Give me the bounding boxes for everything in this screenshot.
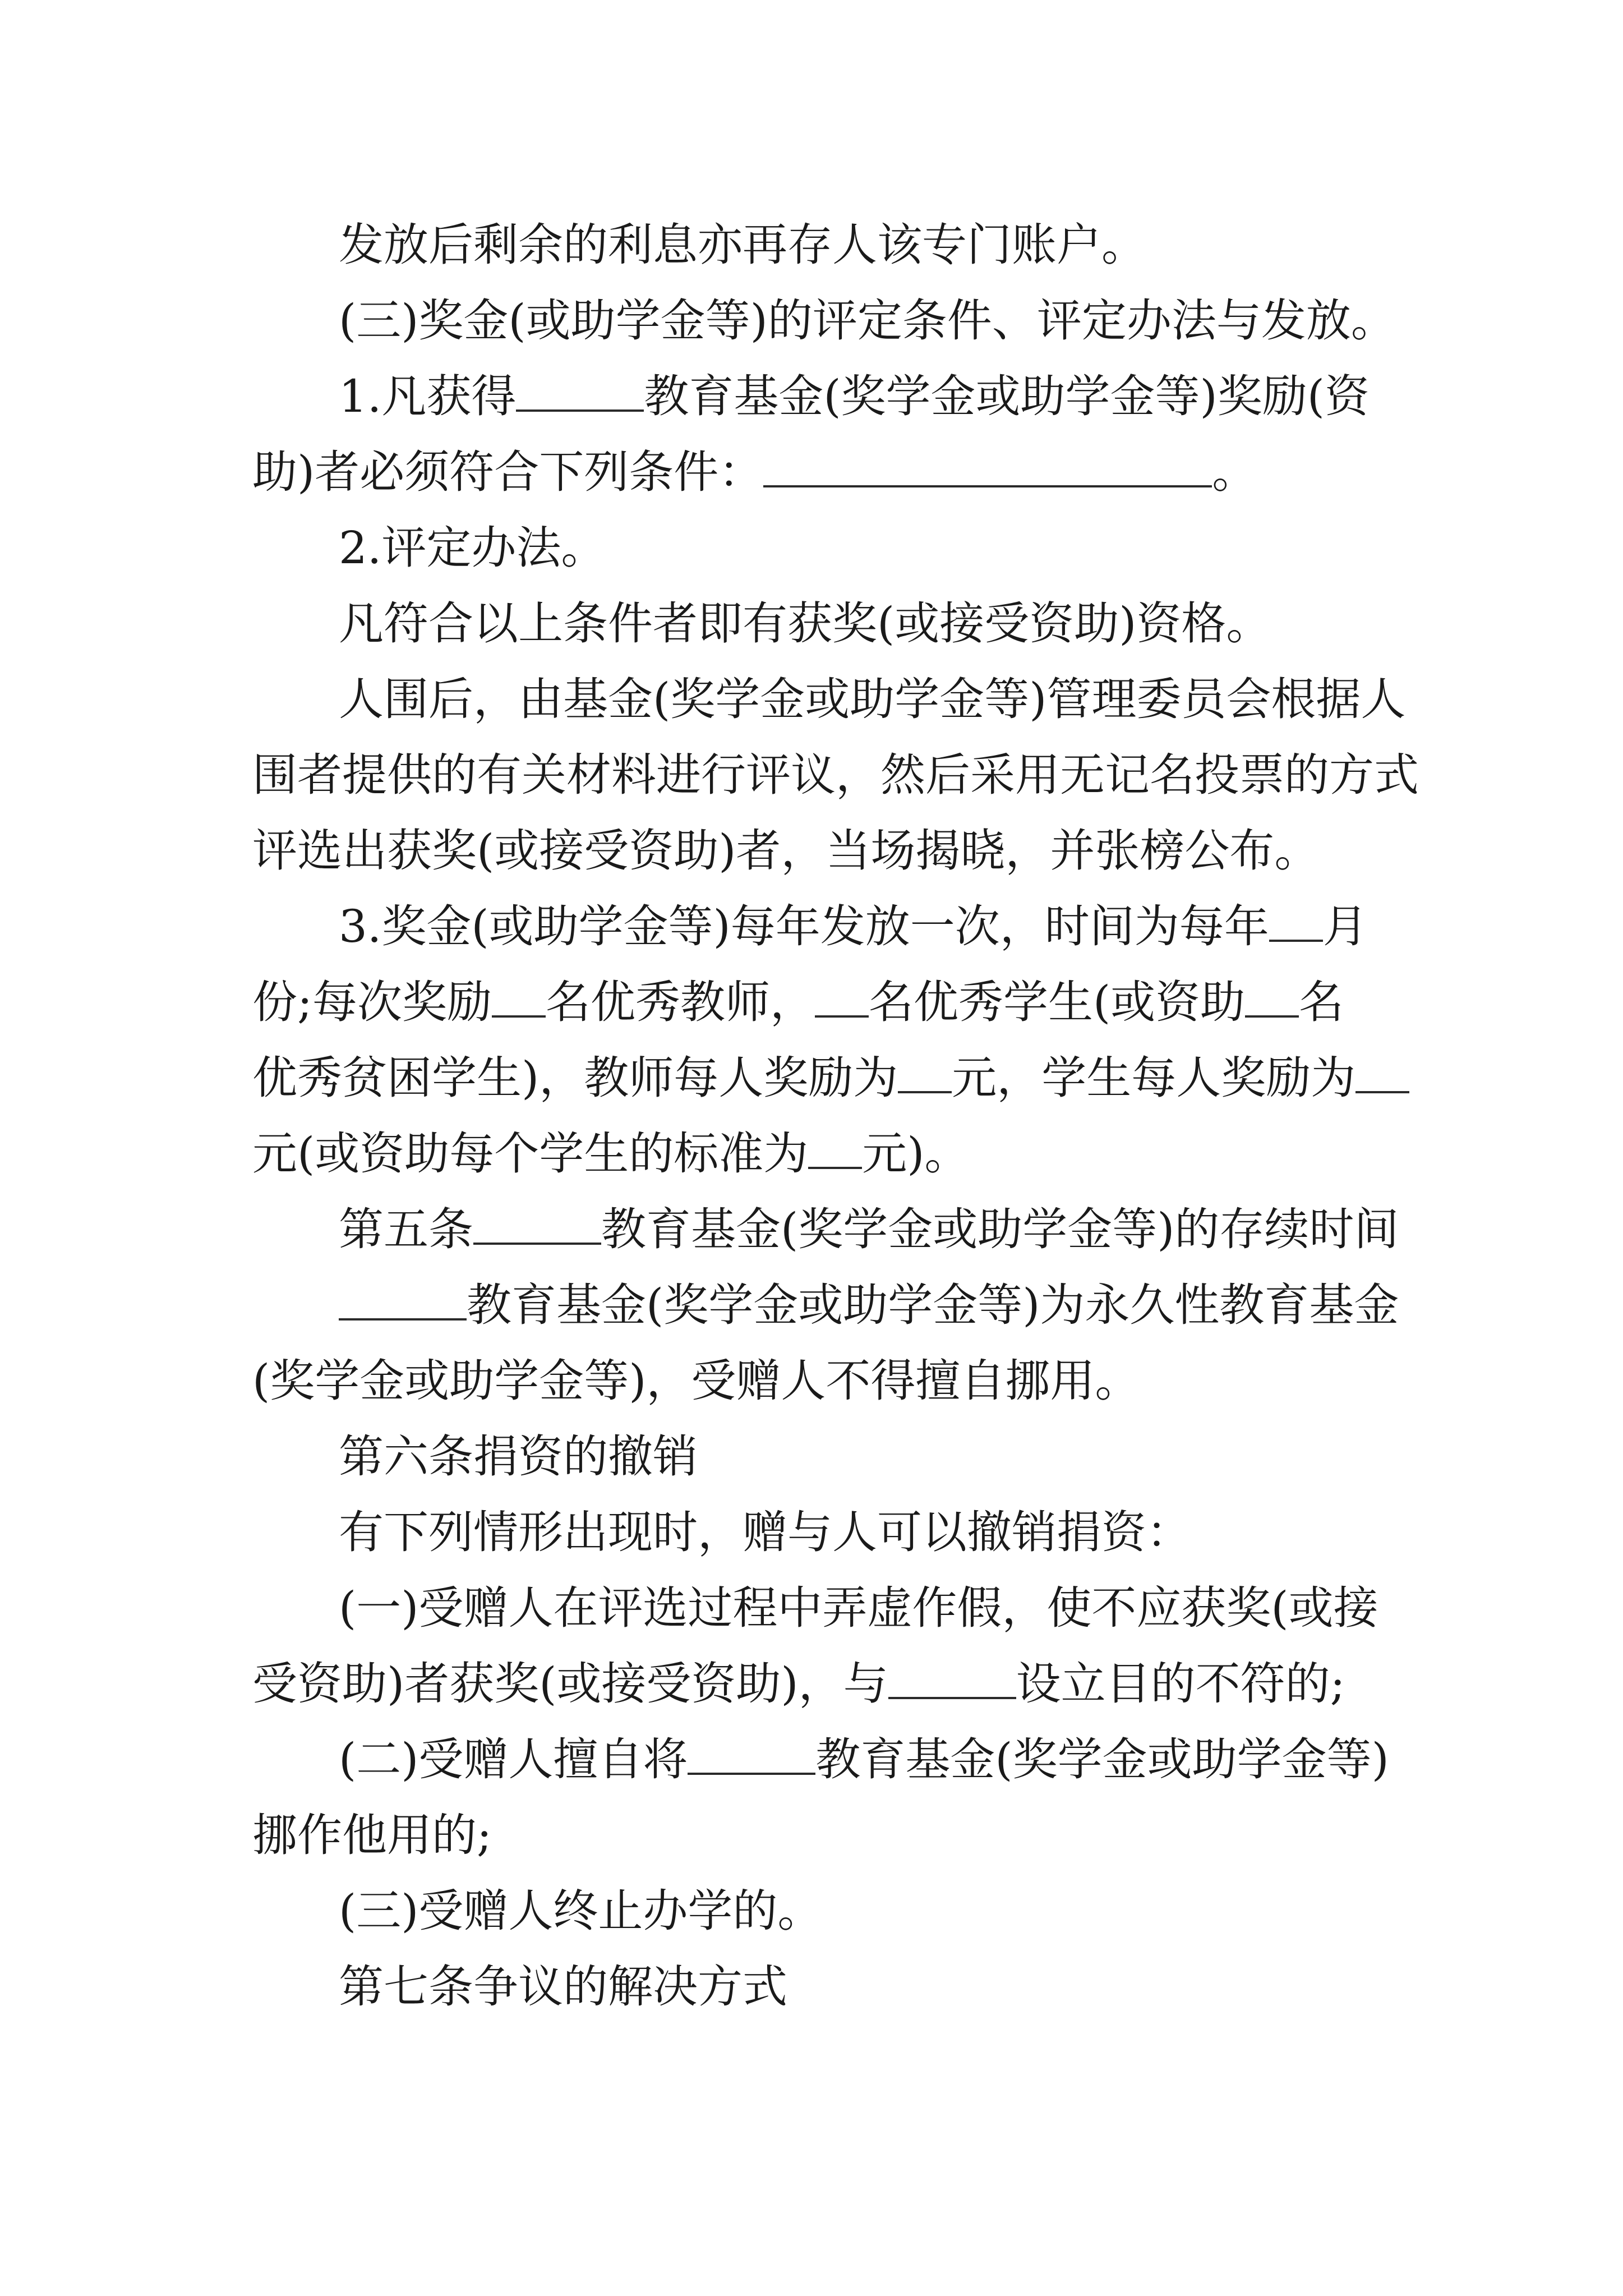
- paragraph-line: 优秀贫困学生)，教师每人奖励为 元，学生每人奖励为: [0, 1042, 1623, 1115]
- paragraph-line: 1.凡获得 教育基金(奖学金或助学金等)奖励(资: [0, 360, 1623, 433]
- section-heading: 第六条捐资的撤销: [339, 1430, 698, 1483]
- paragraph-line: 围者提供的有关材料进行评议，然后采用无记名投票的方式: [252, 749, 1419, 801]
- section-heading: 第七条争议的解决方式: [339, 1961, 787, 2013]
- fill-in-blank: [1269, 896, 1323, 942]
- paragraph-line: (奖学金或助学金等)，受赠人不得擅自挪用。: [252, 1355, 1140, 1407]
- paragraph-line: (三)奖金(或助学金等)的评定条件、评定办法与发放。: [339, 295, 1396, 347]
- fill-in-blank: [688, 1729, 815, 1775]
- paragraph-line: (一)受赠人在评选过程中弄虚作假，使不应获奖(或接: [339, 1582, 1378, 1634]
- fill-in-blank: [763, 441, 1212, 487]
- paragraph-line: 2.评定办法。: [339, 522, 606, 574]
- fill-in-blank: [815, 972, 869, 1018]
- paragraph-line: 评选出获奖(或接受资助)者，当场揭晓，并张榜公布。: [252, 825, 1320, 877]
- fill-in-blank: [492, 972, 546, 1018]
- fill-in-blank: [1245, 972, 1299, 1018]
- fill-in-blank: [808, 1123, 862, 1169]
- paragraph-line: 第五条 教育基金(奖学金或助学金等)的存续时间: [0, 1193, 1623, 1266]
- paragraph-line: 教育基金(奖学金或助学金等)为永久性教育基金: [0, 1269, 1623, 1342]
- paragraph-line: 挪作他用的;: [252, 1809, 492, 1861]
- paragraph-line: 凡符合以上条件者即有获奖(或接受资助)资格。: [339, 597, 1271, 650]
- fill-in-blank: [1355, 1047, 1409, 1093]
- paragraph-line: 人围后，由基金(奖学金或助学金等)管理委员会根据人: [339, 673, 1406, 725]
- paragraph-line: 有下列情形出现时，赠与人可以撤销捐资：: [339, 1506, 1191, 1558]
- paragraph-line: 发放后剩余的利息亦再存人该专门账户。: [339, 219, 1146, 271]
- paragraph-line: (二)受赠人擅自将 教育基金(奖学金或助学金等): [0, 1723, 1623, 1796]
- paragraph-line: 助)者必须符合下列条件： 。: [0, 436, 1623, 509]
- fill-in-blank: [473, 1199, 601, 1245]
- paragraph-line: 份;每次奖励 名优秀教师， 名优秀学生(或资助 名: [0, 966, 1623, 1039]
- paragraph-line: 受资助)者获奖(或接受资助)，与 设立目的不符的;: [0, 1648, 1623, 1720]
- fill-in-blank: [898, 1047, 952, 1093]
- fill-in-blank: [516, 366, 644, 412]
- fill-in-blank: [339, 1274, 467, 1320]
- paragraph-line: 3.奖金(或助学金等)每年发放一次，时间为每年 月: [0, 890, 1623, 963]
- paragraph-line: 元(或资助每个学生的标准为 元)。: [0, 1117, 1623, 1190]
- paragraph-line: (三)受赠人终止办学的。: [339, 1885, 823, 1937]
- fill-in-blank: [888, 1653, 1016, 1699]
